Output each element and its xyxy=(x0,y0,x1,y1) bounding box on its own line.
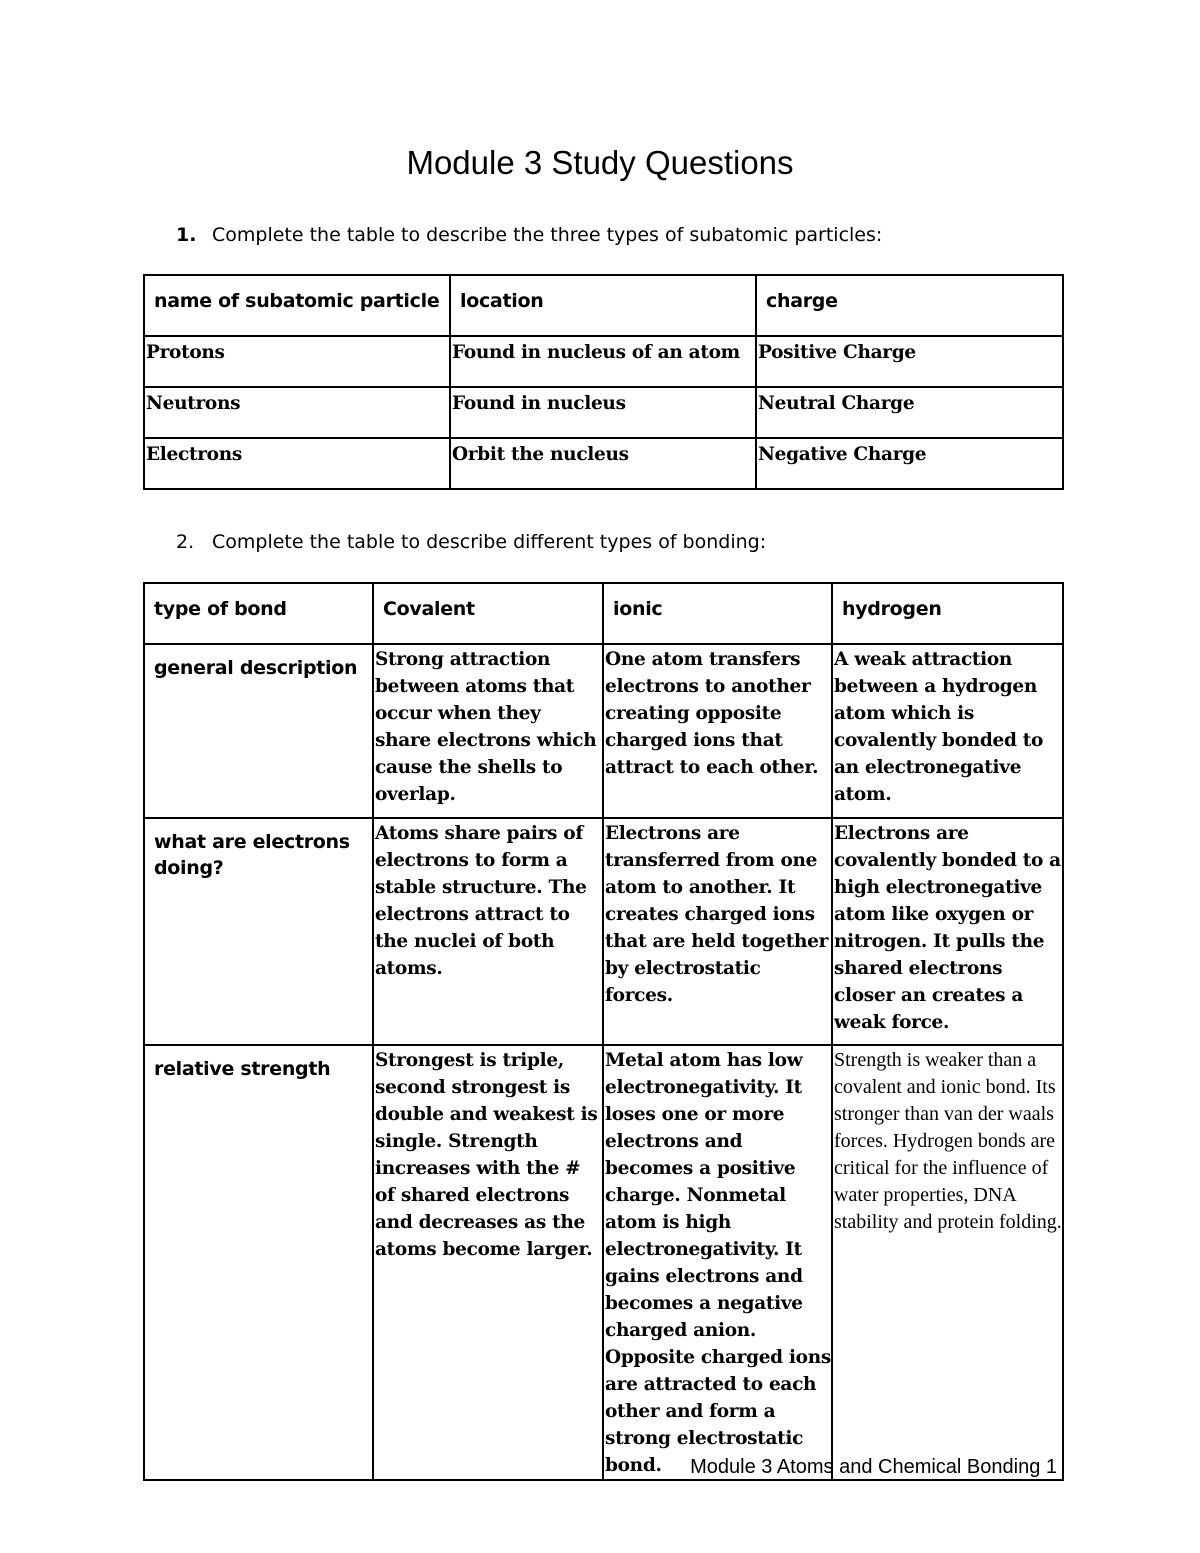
column-header: hydrogen xyxy=(832,583,1063,644)
question-number: 2. xyxy=(176,531,195,553)
row-header: relative strength xyxy=(144,1045,373,1480)
table-row xyxy=(144,818,1063,1045)
table-row xyxy=(144,336,1063,387)
covalent-cell: Atoms share pairs of electrons to form a stable structure. The electrons attract to the nuclei of both atoms. xyxy=(373,818,603,1045)
ionic-cell: Electrons are transferred from one atom to another. It creates charged ions that are held together by electrostatic forces. xyxy=(603,818,832,1045)
hydrogen-cell: A weak attraction between a hydrogen atom which is covalently bonded to an electronegative atom. xyxy=(832,644,1063,818)
particle-location: Orbit the nucleus xyxy=(450,438,756,489)
row-header: general description xyxy=(144,644,373,818)
page-footer: Module 3 Atoms and Chemical Bonding 1 xyxy=(690,1456,1057,1478)
ionic-cell: One atom transfers electrons to another creating opposite charged ions that attract to each other. xyxy=(603,644,832,818)
particle-name: Protons xyxy=(144,336,450,387)
row-header: what are electrons doing? xyxy=(144,818,373,1045)
particle-charge: Neutral Charge xyxy=(756,387,1063,438)
ionic-cell: Metal atom has low electronegativity. It loses one or more electrons and becomes a positive charge. Nonmetal atom is high electronegativity. It gains electrons and becomes a negative charged anion. Opposite charged ions are attracted to each other and form a strong electrostatic bond. xyxy=(603,1045,832,1480)
particle-location: Found in nucleus xyxy=(450,387,756,438)
question-text: Complete the table to describe the three types of subatomic particles: xyxy=(212,224,883,246)
column-header: ionic xyxy=(603,583,832,644)
table-row xyxy=(144,644,1063,818)
particle-location: Found in nucleus of an atom xyxy=(450,336,756,387)
question-2 xyxy=(176,529,976,555)
hydrogen-cell: Electrons are covalently bonded to a high electronegative atom like oxygen or nitrogen. It pulls the shared electrons closer an creates a weak force. xyxy=(832,818,1063,1045)
page-title: Module 3 Study Questions xyxy=(406,144,794,181)
particle-name: Electrons xyxy=(144,438,450,489)
hydrogen-cell: Strength is weaker than a covalent and ionic bond. Its stronger than van der waals forces. Hydrogen bonds are critical for the influence of water properties, DNA stability and protein folding. xyxy=(832,1045,1063,1480)
bonding-types-table xyxy=(143,582,1064,1481)
column-header: type of bond xyxy=(144,583,373,644)
question-text: Complete the table to describe different types of bonding: xyxy=(212,531,767,553)
table-row xyxy=(144,387,1063,438)
subatomic-particles-table xyxy=(143,274,1064,490)
particle-charge: Negative Charge xyxy=(756,438,1063,489)
particle-name: Neutrons xyxy=(144,387,450,438)
question-number: 1. xyxy=(176,224,197,246)
column-header: charge xyxy=(756,275,1063,336)
covalent-cell: Strongest is triple, second strongest is double and weakest is single. Strength increases with the # of shared electrons and decreases as the atoms become larger. xyxy=(373,1045,603,1480)
table-header-row xyxy=(144,583,1063,644)
table-row xyxy=(144,438,1063,489)
column-header: name of subatomic particle xyxy=(144,275,450,336)
particle-charge: Positive Charge xyxy=(756,336,1063,387)
column-header: Covalent xyxy=(373,583,603,644)
column-header: location xyxy=(450,275,756,336)
table-header-row xyxy=(144,275,1063,336)
covalent-cell: Strong attraction between atoms that occur when they share electrons which cause the shells to overlap. xyxy=(373,644,603,818)
question-1 xyxy=(176,222,976,248)
table-row xyxy=(144,1045,1063,1480)
